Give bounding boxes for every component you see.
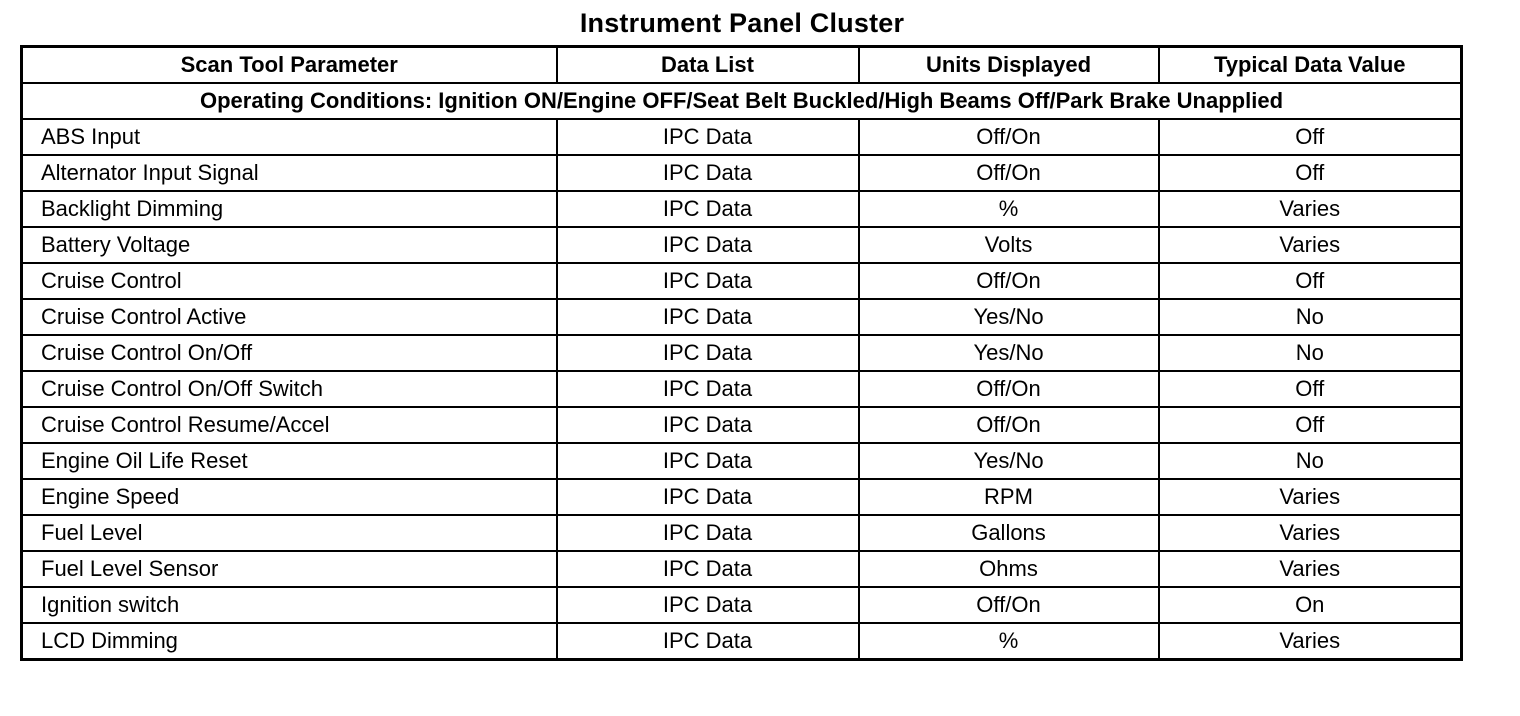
units-cell: Volts <box>859 227 1159 263</box>
data-list-cell: IPC Data <box>557 623 859 660</box>
units-cell: Off/On <box>859 587 1159 623</box>
units-cell: Yes/No <box>859 299 1159 335</box>
typical-value-cell: Off <box>1159 155 1462 191</box>
parameter-cell: Battery Voltage <box>22 227 557 263</box>
data-list-cell: IPC Data <box>557 227 859 263</box>
units-cell: Off/On <box>859 263 1159 299</box>
data-list-cell: IPC Data <box>557 587 859 623</box>
table-row <box>22 443 1462 479</box>
scan-tool-table <box>20 45 1463 661</box>
typical-value-cell: Off <box>1159 407 1462 443</box>
data-list-cell: IPC Data <box>557 119 859 155</box>
header-data-list: Data List <box>557 47 859 84</box>
data-list-cell: IPC Data <box>557 515 859 551</box>
table-row <box>22 299 1462 335</box>
typical-value-cell: Varies <box>1159 551 1462 587</box>
parameter-cell: Alternator Input Signal <box>22 155 557 191</box>
data-list-cell: IPC Data <box>557 551 859 587</box>
typical-value-cell: No <box>1159 299 1462 335</box>
units-cell: Off/On <box>859 407 1159 443</box>
units-cell: % <box>859 623 1159 660</box>
units-cell: Off/On <box>859 155 1159 191</box>
parameter-cell: Backlight Dimming <box>22 191 557 227</box>
table-row <box>22 155 1462 191</box>
table-row <box>22 119 1462 155</box>
parameter-cell: LCD Dimming <box>22 623 557 660</box>
units-cell: Off/On <box>859 371 1159 407</box>
data-list-cell: IPC Data <box>557 299 859 335</box>
table-row <box>22 407 1462 443</box>
typical-value-cell: Off <box>1159 263 1462 299</box>
table-body <box>22 83 1462 660</box>
table-row <box>22 623 1462 660</box>
table-row <box>22 263 1462 299</box>
units-cell: Yes/No <box>859 443 1159 479</box>
parameter-cell: Cruise Control Resume/Accel <box>22 407 557 443</box>
header-row <box>22 47 1462 84</box>
units-cell: Ohms <box>859 551 1159 587</box>
page-title: Instrument Panel Cluster <box>579 8 905 38</box>
parameter-cell: Cruise Control <box>22 263 557 299</box>
units-cell: % <box>859 191 1159 227</box>
table-row <box>22 227 1462 263</box>
table-row <box>22 551 1462 587</box>
typical-value-cell: Varies <box>1159 479 1462 515</box>
data-list-cell: IPC Data <box>557 155 859 191</box>
table-row <box>22 587 1462 623</box>
table-row <box>22 335 1462 371</box>
data-list-cell: IPC Data <box>557 443 859 479</box>
header-units-displayed: Units Displayed <box>859 47 1159 84</box>
typical-value-cell: Off <box>1159 119 1462 155</box>
typical-value-cell: Varies <box>1159 191 1462 227</box>
table-row <box>22 515 1462 551</box>
data-list-cell: IPC Data <box>557 263 859 299</box>
parameter-cell: Cruise Control On/Off Switch <box>22 371 557 407</box>
data-list-cell: IPC Data <box>557 407 859 443</box>
parameter-cell: ABS Input <box>22 119 557 155</box>
typical-value-cell: No <box>1159 443 1462 479</box>
table-row <box>22 479 1462 515</box>
units-cell: Yes/No <box>859 335 1159 371</box>
operating-conditions-row <box>22 83 1462 119</box>
data-table-container <box>20 45 1460 661</box>
typical-value-cell: Varies <box>1159 623 1462 660</box>
units-cell: Off/On <box>859 119 1159 155</box>
parameter-cell: Fuel Level Sensor <box>22 551 557 587</box>
parameter-cell: Engine Oil Life Reset <box>22 443 557 479</box>
data-list-cell: IPC Data <box>557 479 859 515</box>
parameter-cell: Cruise Control Active <box>22 299 557 335</box>
typical-value-cell: No <box>1159 335 1462 371</box>
parameter-cell: Engine Speed <box>22 479 557 515</box>
data-list-cell: IPC Data <box>557 335 859 371</box>
units-cell: RPM <box>859 479 1159 515</box>
table-row <box>22 191 1462 227</box>
typical-value-cell: Varies <box>1159 227 1462 263</box>
typical-value-cell: Varies <box>1159 515 1462 551</box>
table-row <box>22 371 1462 407</box>
parameter-cell: Cruise Control On/Off <box>22 335 557 371</box>
data-list-cell: IPC Data <box>557 371 859 407</box>
typical-value-cell: Off <box>1159 371 1462 407</box>
typical-value-cell: On <box>1159 587 1462 623</box>
operating-conditions: Operating Conditions: Ignition ON/Engine OFF/Seat Belt Buckled/High Beams Off/Park Brake Unapplied <box>22 83 1462 119</box>
header-scan-tool-parameter: Scan Tool Parameter <box>22 47 557 84</box>
units-cell: Gallons <box>859 515 1159 551</box>
data-list-cell: IPC Data <box>557 191 859 227</box>
parameter-cell: Fuel Level <box>22 515 557 551</box>
header-typical-data-value: Typical Data Value <box>1159 47 1462 84</box>
parameter-cell: Ignition switch <box>22 587 557 623</box>
